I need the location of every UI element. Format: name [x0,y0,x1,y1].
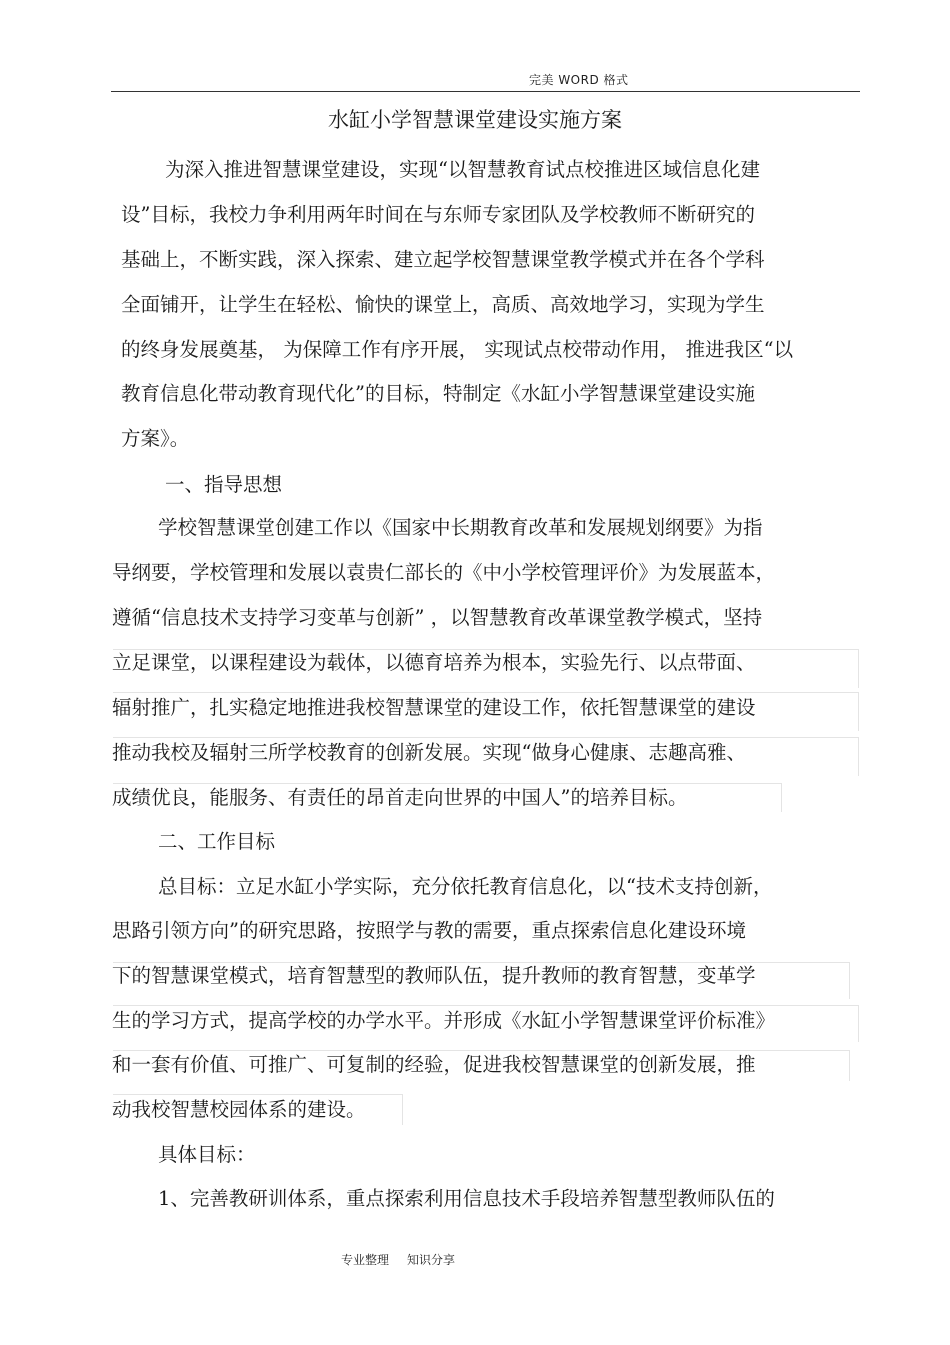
header-rule [111,91,860,92]
body-line: 全面铺开，让学生在轻松、愉快的课堂上，高质、高效地学习，实现为学生 [121,293,765,316]
body-line: 遵循“信息技术支持学习变革与创新” ，以智慧教育改革课堂教学模式，坚持 [112,606,763,629]
footer-left: 专业整理 [341,1253,390,1267]
body-line: 为深入推进智慧课堂建设，实现“以智慧教育试点校推进区域信息化建 [165,158,760,181]
body-line: 生的学习方式，提高学校的办学水平。并形成《水缸小学智慧课堂评价标准》 [112,1009,776,1032]
body-line: 动我校智慧校园体系的建设。 [112,1098,366,1121]
body-line: 教育信息化带动教育现代化”的目标，特制定《水缸小学智慧课堂建设实施 [121,382,755,405]
body-line: 成绩优良，能服务、有责任的昂首走向世界的中国人”的培养目标。 [112,786,688,809]
body-line: 学校智慧课堂创建工作以《国家中长期教育改革和发展规划纲要》为指 [158,516,763,539]
body-line: 导纲要，学校管理和发展以袁贵仁部长的《中小学校管理评价》为发展蓝本， [112,561,776,584]
subheading: 具体目标： [158,1143,256,1166]
body-line: 立足课堂，以课程建设为载体，以德育培养为根本，实验先行、以点带面、 [112,651,756,674]
body-line: 设”目标，我校力争利用两年时间在与东师专家团队及学校教师不断研究的 [121,203,755,226]
footer-right: 知识分享 [407,1253,456,1267]
body-line: 辐射推广，扎实稳定地推进我校智慧课堂的建设工作，依托智慧课堂的建设 [112,696,756,719]
page-footer [341,1251,455,1268]
body-line: 的终身发展奠基， 为保障工作有序开展， 实现试点校带动作用， 推进我区“以 [121,338,794,361]
body-line: 总目标：立足水缸小学实际，充分依托教育信息化，以“技术支持创新， [158,875,773,898]
body-line: 推动我校及辐射三所学校教育的创新发展。实现“做身心健康、志趣高雅、 [112,741,746,764]
body-line: 基础上，不断实践，深入探索、建立起学校智慧课堂教学模式并在各个学科 [121,248,765,271]
section-heading: 一、指导思想 [165,473,283,496]
body-line: 和一套有价值、可推广、可复制的经验，促进我校智慧课堂的创新发展，推 [112,1053,756,1076]
section-heading: 二、工作目标 [158,830,276,853]
body-line: 思路引领方向”的研究思路，按照学与教的需要，重点探索信息化建设环境 [112,919,746,942]
document-title: 水缸小学智慧课堂建设实施方案 [328,108,622,132]
body-line: 下的智慧课堂模式，培育智慧型的教师队伍，提升教师的教育智慧，变革学 [112,964,756,987]
body-line: 1、完善教研训体系，重点探索利用信息技术手段培养智慧型教师队伍的 [158,1187,775,1210]
page-header: 完美 WORD 格式 [529,73,629,87]
body-line: 方案》。 [121,427,190,450]
